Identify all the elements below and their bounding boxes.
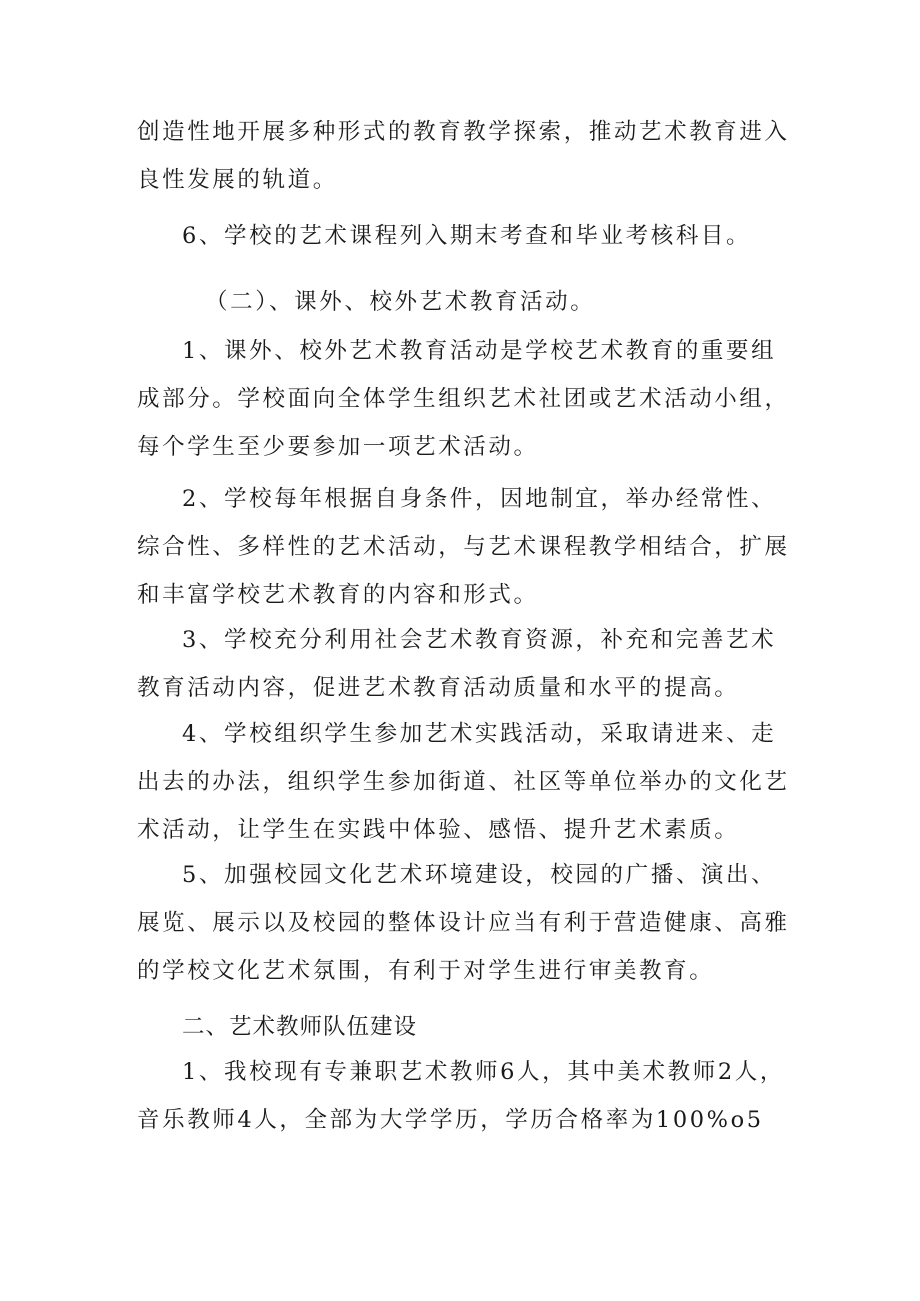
paragraph-item-1: 1、课外、校外艺术教育活动是学校艺术教育的重要组成部分。学校面向全体学生组织艺术社团或艺术活动小组，每个学生至少要参加一项艺术活动。 bbox=[137, 338, 790, 460]
paragraph-item-4: 4、学校组织学生参加艺术实践活动，采取请进来、走出去的办法，组织学生参加街道、社区等单位举办的文化艺术活动，让学生在实践中体验、感悟、提升艺术素质。 bbox=[137, 721, 790, 843]
paragraph-continuation: 创造性地开展多种形式的教育教学探索，推动艺术教育进入良性发展的轨道。 bbox=[137, 119, 790, 193]
paragraph-teachers: 1、我校现有专兼职艺术教师6人，其中美术教师2人，音乐教师4人，全部为大学学历，学历合格率为100%o5 bbox=[137, 1059, 785, 1133]
paragraph-item-3: 3、学校充分利用社会艺术教育资源，补充和完善艺术教育活动内容，促进艺术教育活动质量和水平的提高。 bbox=[137, 627, 777, 701]
section-sub-heading: （二）、课外、校外艺术教育活动。 bbox=[205, 289, 596, 315]
section-heading: 二、艺术教师队伍建设 bbox=[182, 1014, 418, 1040]
paragraph-item-2: 2、学校每年根据自身条件，因地制宜，举办经常性、综合性、多样性的艺术活动，与艺术课程教学相结合，扩展和丰富学校艺术教育的内容和形式。 bbox=[137, 486, 790, 608]
paragraph-item-6: 6、学校的艺术课程列入期末考查和毕业考核科目。 bbox=[182, 223, 752, 249]
paragraph-item-5: 5、加强校园文化艺术环境建设，校园的广播、演出、展览、展示以及校园的整体设计应当有利于营造健康、高雅的学校文化艺术氛围，有利于对学生进行审美教育。 bbox=[137, 862, 790, 984]
